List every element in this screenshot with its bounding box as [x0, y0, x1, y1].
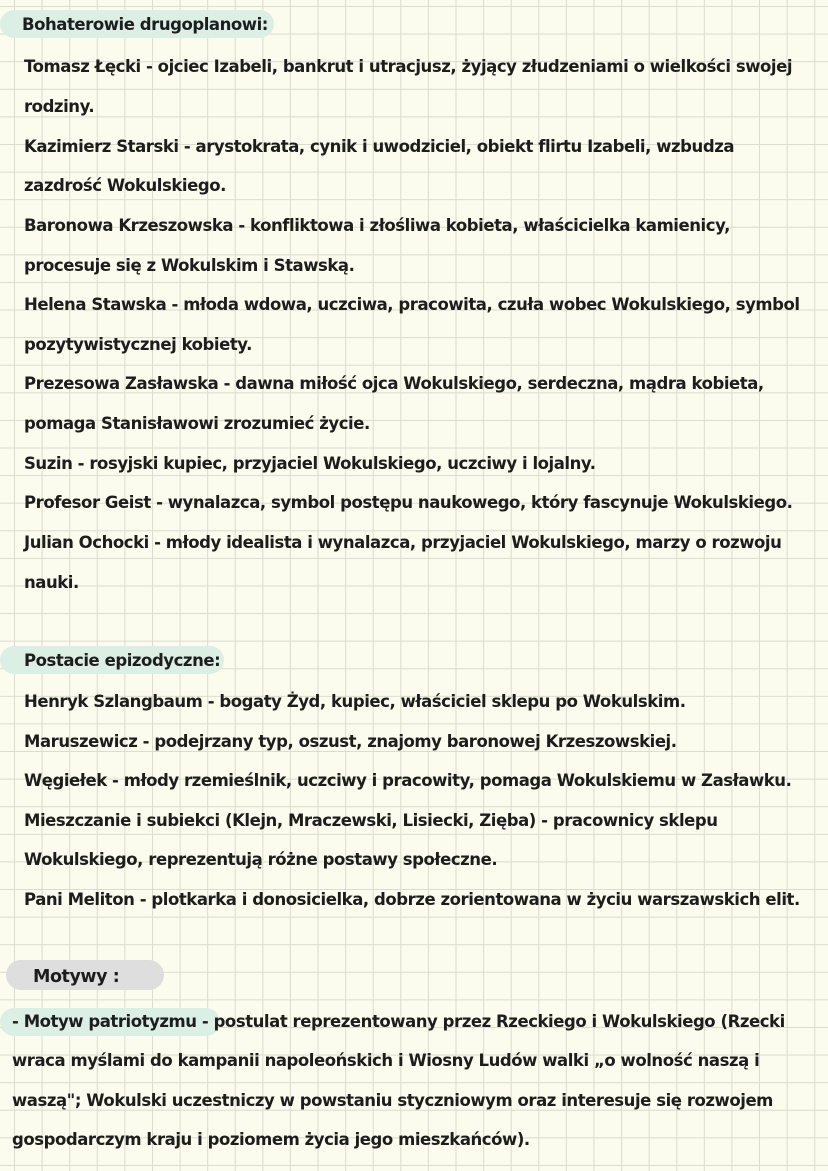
secondary-line: Julian Ochocki - młody idealista i wynalazca, przyjaciel Wokulskiego, marzy o rozwoju — [24, 533, 782, 552]
motif-line — [12, 1011, 785, 1033]
episodic-line: Maruszewicz - podejrzany typ, oszust, znajomy baronowej Krzeszowskiej. — [24, 732, 677, 751]
episodic-heading: Postacie epizodyczne: — [24, 651, 221, 670]
secondary-line: pozytywistycznej kobiety. — [24, 335, 252, 354]
secondary-line: pomaga Stanisławowi zrozumieć życie. — [24, 414, 370, 433]
secondary-line: Kazimierz Starski - arystokrata, cynik i uwodziciel, obiekt flirtu Izabeli, wzbudza — [24, 137, 735, 156]
episodic-line: Mieszczanie i subiekci (Klejn, Mraczewski, Lisiecki, Zięba) - pracownicy sklepu — [24, 811, 718, 830]
motifs-heading: Motywy : — [33, 967, 120, 987]
secondary-line: Profesor Geist - wynalazca, symbol postępu naukowego, który fascynuje Wokulskiego. — [24, 493, 793, 512]
secondary-line: Prezesowa Zasławska - dawna miłość ojca Wokulskiego, serdeczna, mądra kobieta, — [24, 374, 764, 393]
episodic-line: Henryk Szlangbaum - bogaty Żyd, kupiec, właściciel sklepu po Wokulskim. — [24, 692, 686, 711]
secondary-line: zazdrość Wokulskiego. — [24, 176, 226, 195]
motif-title: - Motyw patriotyzmu - — [12, 1012, 209, 1031]
secondary-line: rodziny. — [24, 97, 95, 116]
episodic-line: Pani Meliton - plotkarka i donosicielka, dobrze zorientowana w życiu warszawskich elit. — [24, 890, 800, 909]
motif-line: waszą"; Wokulski uczestniczy w powstaniu styczniowym oraz interesuje się rozwojem — [12, 1091, 773, 1110]
motif-line: wraca myślami do kampanii napoleońskich i Wiosny Ludów walki „o wolność naszą i — [12, 1051, 760, 1070]
secondary-line: nauki. — [24, 573, 79, 592]
motif-description: postulat reprezentowany przez Rzeckiego i Wokulskiego (Rzecki — [208, 1012, 785, 1031]
episodic-line: Węgiełek - młody rzemieślnik, uczciwy i pracowity, pomaga Wokulskiemu w Zasławku. — [24, 771, 792, 790]
motif-line: gospodarczym kraju i poziomem życia jego mieszkańców). — [12, 1130, 530, 1149]
episodic-line: Wokulskiego, reprezentują różne postawy społeczne. — [24, 850, 498, 869]
secondary-line: Baronowa Krzeszowska - konfliktowa i złośliwa kobieta, właścicielka kamienicy, — [24, 216, 730, 235]
secondary-line: procesuje się z Wokulskim i Stawską. — [24, 256, 355, 275]
secondary-heading: Bohaterowie drugoplanowi: — [22, 15, 268, 34]
secondary-line: Suzin - rosyjski kupiec, przyjaciel Wokulskiego, uczciwy i lojalny. — [24, 454, 596, 473]
secondary-line: Tomasz Łęcki - ojciec Izabeli, bankrut i utracjusz, żyjący złudzeniami o wielkości swojej — [24, 57, 793, 76]
secondary-line: Helena Stawska - młoda wdowa, uczciwa, pracowita, czuła wobec Wokulskiego, symbol — [24, 295, 800, 314]
